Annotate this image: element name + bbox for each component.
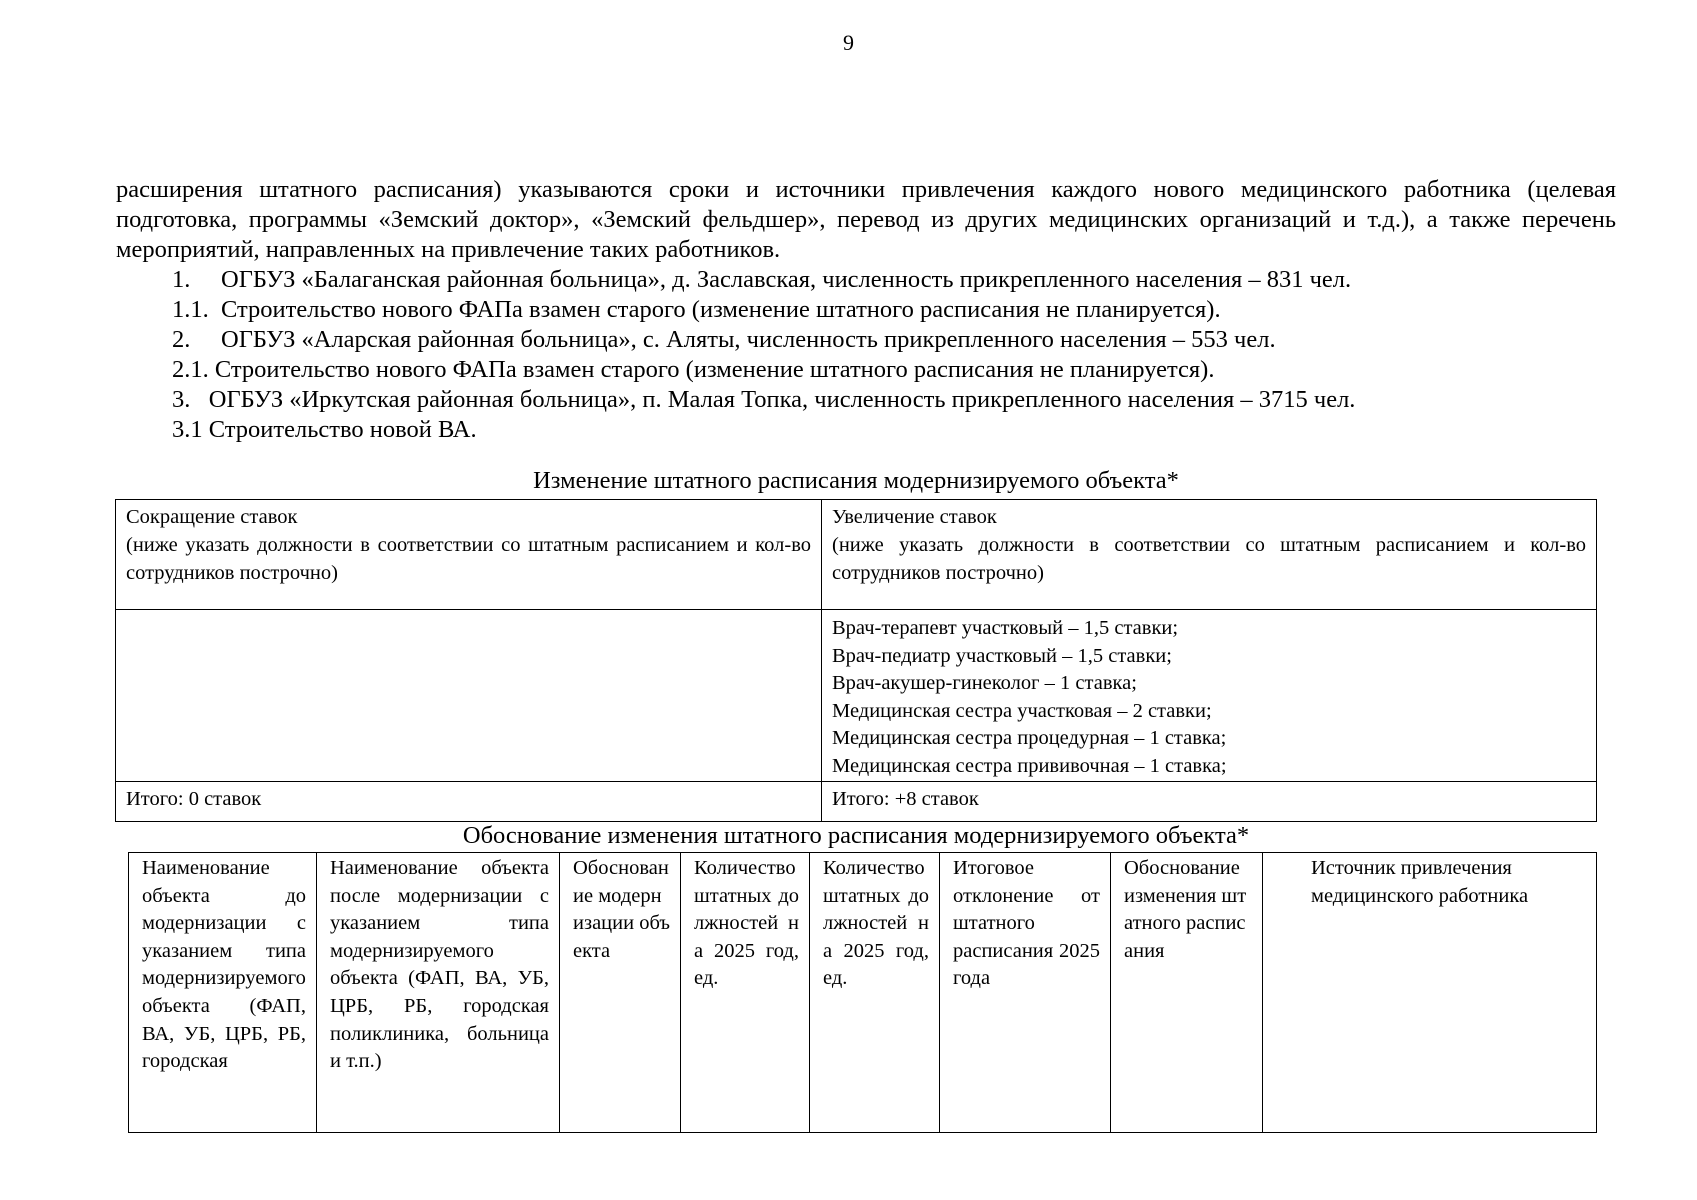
header-source: Источник привлечения медицинского работника [1263,853,1597,1133]
increase-items-cell [822,610,1597,782]
staff-change-table [115,499,1597,822]
table-row [116,500,1597,610]
body-text [116,175,1616,445]
decrease-note: (ниже указать должности в соответствии со штатным расписанием и кол-во сотрудников построчно) [126,534,811,584]
list-item: 1. ОГБУЗ «Балаганская районная больница», д. Заславская, численность прикрепленного населения – 831 чел. [172,266,1352,293]
list-item: Врач-педиатр участковый – 1,5 ставки; [832,644,1172,667]
header-object-after: Наименование объекта после модернизации с указанием типа модернизируемого объекта (ФАП, ВА, УБ, ЦРБ, РБ, городская поликлиника, больница и т.п.) [317,853,560,1133]
header-change-justification: Обоснование изменения штатного расписания [1111,853,1263,1133]
increase-note: (ниже указать должности в соответствии со штатным расписанием и кол-во сотрудников построчно) [832,534,1586,584]
intro-paragraph: расширения штатного расписания) указываются сроки и источники привлечения каждого нового медицинского работника (целевая подготовка, программы «Земский доктор», «Земский фельдшер», перевод из других медицинских организаций и т.д.), а также перечень мероприятий, направленных на привлечение таких работников. [116,176,1616,263]
list-item: 1.1. Строительство нового ФАПа взамен старого (изменение штатного расписания не планируется). [172,296,1221,323]
decrease-header-cell [116,500,822,610]
list-item: 2.1. Строительство нового ФАПа взамен старого (изменение штатного расписания не планируется). [172,356,1215,383]
list-item: Медицинская сестра участковая – 2 ставки; [832,699,1212,722]
page-number: 9 [843,30,854,55]
decrease-header: Сокращение ставок [126,506,298,528]
list-item: Врач-терапевт участковый – 1,5 ставки; [832,617,1179,639]
header-staff-count-1: Количество штатных должностей на 2025 год, ед. [681,853,810,1133]
increase-header: Увеличение ставок [832,506,997,528]
list-item: 2. ОГБУЗ «Аларская районная больница», с. Аляты, численность прикрепленного населения – 553 чел. [172,326,1276,353]
list-item: Медицинская сестра прививочная – 1 ставка; [832,754,1227,777]
table-header-row [129,853,1597,1133]
table-row [116,610,1597,782]
header-staff-count-2: Количество штатных должностей на 2025 год, ед. [810,853,940,1133]
header-object-before: Наименование объекта до модернизации с указанием типа модернизируемого объекта (ФАП, ВА, УБ, ЦРБ, РБ, городская [129,853,317,1133]
decrease-items-cell [116,610,822,782]
justification-table-title: Обоснование изменения штатного расписания модернизируемого объекта* [462,822,1250,849]
decrease-total: Итого: 0 ставок [116,781,822,821]
header-deviation: Итоговое отклонение от штатного расписания 2025 года [940,853,1111,1133]
list-item: 3.1 Строительство новой ВА. [172,416,477,443]
header-justification: Обоснование модернизации объекта [560,853,681,1133]
staff-change-table-title: Изменение штатного расписания модернизируемого объекта* [533,467,1179,494]
list-item: 3. ОГБУЗ «Иркутская районная больница», п. Малая Топка, численность прикрепленного населения – 3715 чел. [172,386,1356,413]
list-item: Врач-акушер-гинеколог – 1 ставка; [832,672,1137,695]
increase-header-cell [822,500,1597,610]
increase-total: Итого: +8 ставок [822,781,1597,821]
list-item: Медицинская сестра процедурная – 1 ставка; [832,727,1227,750]
table-row [116,781,1597,821]
justification-table [128,852,1597,1133]
